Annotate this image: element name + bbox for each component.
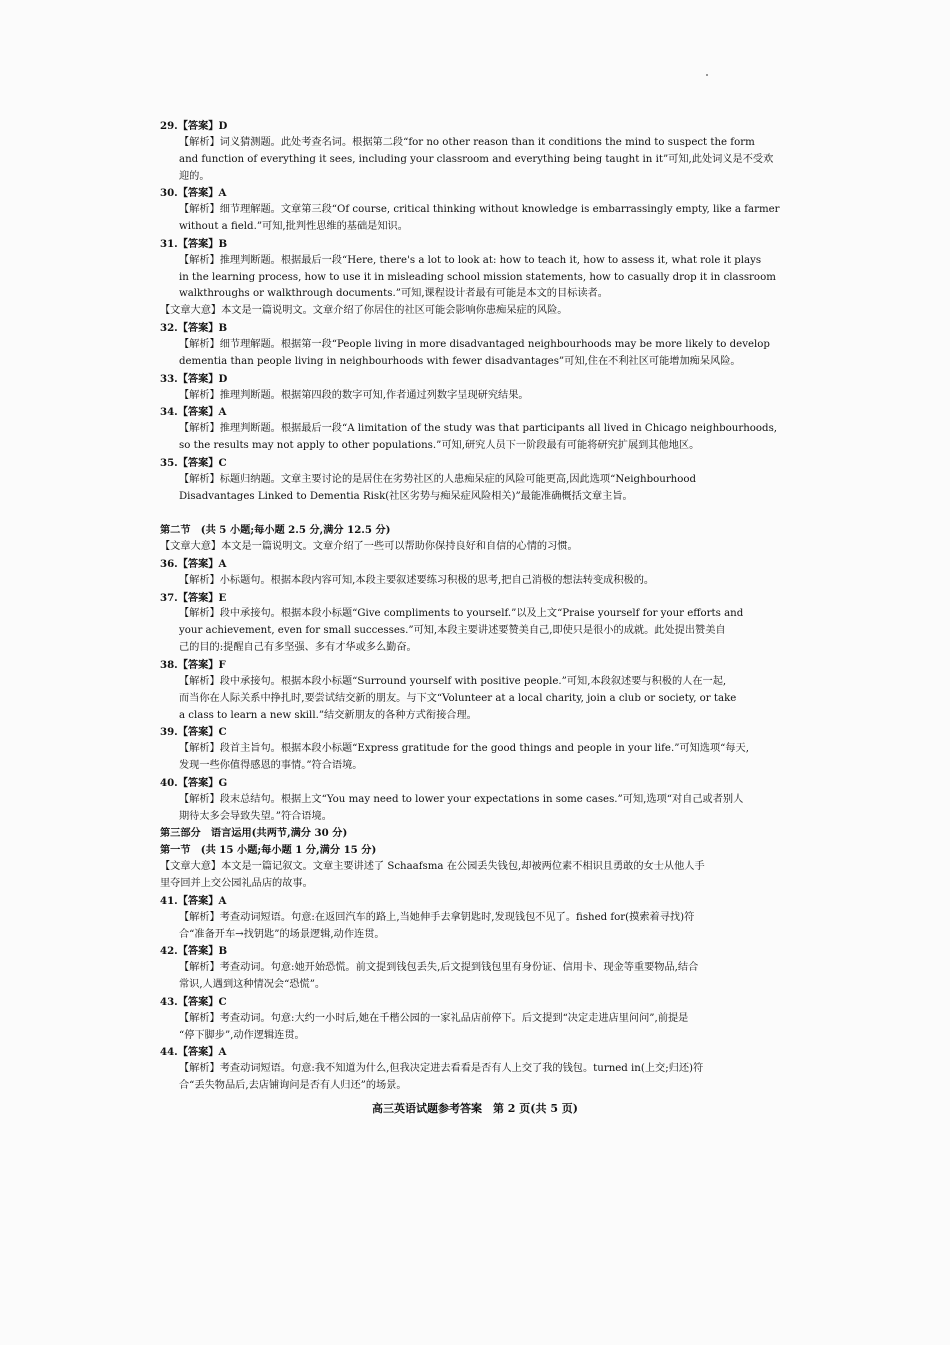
explanation-line: 【解析】考查动词短语。句意:我不知道为什么,但我决定进去看看是否有人上交了我的钱包。turned in(上交;归还)符 <box>179 1063 704 1075</box>
answer-line: 44.【答案】A <box>160 1046 227 1059</box>
answer-line: 33.【答案】D <box>160 372 228 385</box>
explanation-line: your achievement, even for small successes.”可知,本段主要讲述要赞美自己,即使只是很小的成就。此处提出赞美自 <box>179 625 726 637</box>
explanation-line: 迎的。 <box>179 170 210 182</box>
explanation-line: 【解析】段末总结句。根据上文“You may need to lower your expectations in some cases.”可知,选项“对自己或者别人 <box>179 793 744 805</box>
explanation-line: 合“准备开车→找钥匙”的场景逻辑,动作连贯。 <box>179 928 385 940</box>
answer-line: 34.【答案】A <box>160 406 227 419</box>
explanation-line: 【解析】词义猜测题。此处考查名词。根据第二段“for no other reason than it conditions the mind to suspect the form <box>179 136 755 148</box>
explanation-line: 【解析】推理判断题。根据第四段的数字可知,作者通过列数字呈现研究结果。 <box>179 389 529 401</box>
explanation-line: 【解析】细节理解题。根据第一段“People living in more disadvantaged neighbourhoods may be more likely to develop <box>179 338 770 350</box>
summary-line: 【文章大意】本文是一篇说明文。文章介绍了你居住的社区可能会影响你患痴呆症的风险。 <box>160 305 568 317</box>
answer-line: 41.【答案】A <box>160 894 227 907</box>
explanation-line: dementia than people living in neighbourhoods with fewer disadvantages”可知,住在不利社区可能增加痴呆风险。 <box>179 355 741 367</box>
explanation-line: 【解析】标题归纳题。文章主要讨论的是居住在劣势社区的人患痴呆症的风险可能更高,因此选项“Neighbourhood <box>179 473 697 485</box>
answer-line: 40.【答案】G <box>160 776 228 789</box>
explanation-line: 【解析】推理判断题。根据最后一段“A limitation of the study was that participants all lived in Chicago neighbourhoods, <box>179 423 778 435</box>
scan-speck <box>706 74 708 76</box>
explanation-line <box>160 505 800 522</box>
answer-line: 29.【答案】D <box>160 120 228 132</box>
explanation-line: 【解析】考查动词。句意:她开始恐慌。前文提到钱包丢失,后文提到钱包里有身份证、信用卡、现金等重要物品,结合 <box>179 962 699 974</box>
answer-line: 31.【答案】B <box>160 237 228 250</box>
answer-line: 38.【答案】F <box>160 659 226 671</box>
explanation-line: 【解析】推理判断题。根据最后一段“Here, there's a lot to look at: how to teach it, how to assess it, what role it plays <box>179 254 762 266</box>
answer-line: 32.【答案】B <box>160 322 228 335</box>
page-footer: 高三英语试题参考答案 第 2 页(共 5 页) <box>371 1102 579 1115</box>
explanation-line: 【解析】段中承接句。根据本段小标题“Surround yourself with positive people.”可知,本段叙述要与积极的人在一起, <box>179 675 727 687</box>
answer-line: 43.【答案】C <box>160 995 227 1008</box>
summary-line: 里夺回并上交公园礼品店的故事。 <box>160 877 313 889</box>
explanation-line: a class to learn a new skill.”结交新朋友的各种方式衔接合理。 <box>179 709 477 721</box>
answer-content <box>160 118 800 1095</box>
answer-line: 42.【答案】B <box>160 945 228 958</box>
answer-line: 30.【答案】A <box>160 187 227 200</box>
explanation-line: so the results may not apply to other populations.”可知,研究人员下一阶段最有可能将研究扩展到其他地区。 <box>179 440 700 452</box>
explanation-line: 常识,人遇到这种情况会“恐慌”。 <box>179 979 326 991</box>
summary-line: 【文章大意】本文是一篇说明文。文章介绍了一些可以帮助你保持良好和自信的心情的习惯。 <box>160 541 578 553</box>
explanation-line: Disadvantages Linked to Dementia Risk(社区劣势与痴呆症风险相关)”最能准确概括文章主旨。 <box>179 490 633 502</box>
explanation-line: 【解析】段中承接句。根据本段小标题“Give compliments to yourself.”以及上文“Praise yourself for your efforts and <box>179 608 744 620</box>
explanation-line: in the learning process, how to use it in misleading school mission statements, how to casually drop it in classroom <box>179 271 776 283</box>
explanation-line: “停下脚步”,动作逻辑连贯。 <box>179 1029 305 1041</box>
explanation-line: 【解析】小标题句。根据本段内容可知,本段主要叙述要练习积极的思考,把自己消极的想法转变成积极的。 <box>179 574 655 586</box>
explanation-line: 己的目的:提醒自己有多坚强、多有才华或多么勤奋。 <box>179 642 417 654</box>
explanation-line: 【解析】段首主旨句。根据本段小标题“Express gratitude for the good things and people in your life.”可知选项“每天, <box>179 743 749 755</box>
answer-line: 36.【答案】A <box>160 557 227 570</box>
explanation-line: walkthroughs or walkthrough documents.”可知,课程设计者最有可能是本文的目标读者。 <box>179 288 608 300</box>
section-heading: 第一节 (共 15 小题;每小题 1 分,满分 15 分) <box>160 844 377 857</box>
section-heading: 第三部分 语言运用(共两节,满分 30 分) <box>160 827 348 840</box>
section-heading: 第二节 (共 5 小题;每小题 2.5 分,满分 12.5 分) <box>160 524 391 537</box>
explanation-line: 期待太多会导致失望。”符合语境。 <box>179 810 332 822</box>
explanation-line: 【解析】细节理解题。文章第三段“Of course, critical thinking without knowledge is embarrassingly empty, like a farmer <box>179 204 780 216</box>
explanation-line: 【解析】考查动词短语。句意:在返回汽车的路上,当她伸手去拿钥匙时,发现钱包不见了。fished for(摸索着寻找)符 <box>179 911 695 923</box>
explanation-line: and function of everything it sees, including your classroom and everything being taught in it”可知,此处词义是不受欢 <box>179 153 774 165</box>
answer-line: 37.【答案】E <box>160 591 227 604</box>
answer-line: 39.【答案】C <box>160 726 227 739</box>
explanation-line: 合“丢失物品后,去店铺询问是否有人归还”的场景。 <box>179 1080 407 1092</box>
explanation-line: without a field.”可知,批判性思维的基础是知识。 <box>179 221 408 233</box>
answer-line: 35.【答案】C <box>160 456 227 469</box>
explanation-line: 【解析】考查动词。句意:大约一小时后,她在千楷公园的一家礼品店前停下。后文提到“决定走进店里问问”,前提是 <box>179 1012 689 1024</box>
explanation-line: 而当你在人际关系中挣扎时,要尝试结交新的朋友。与下文“Volunteer at a local charity, join a club or society, or take <box>179 692 737 704</box>
summary-line: 【文章大意】本文是一篇记叙文。文章主要讲述了 Schaafsma 在公园丢失钱包,却被两位素不相识且勇敢的女士从他人手 <box>160 861 705 873</box>
explanation-line: 发现一些你值得感恩的事情。”符合语境。 <box>179 760 363 772</box>
